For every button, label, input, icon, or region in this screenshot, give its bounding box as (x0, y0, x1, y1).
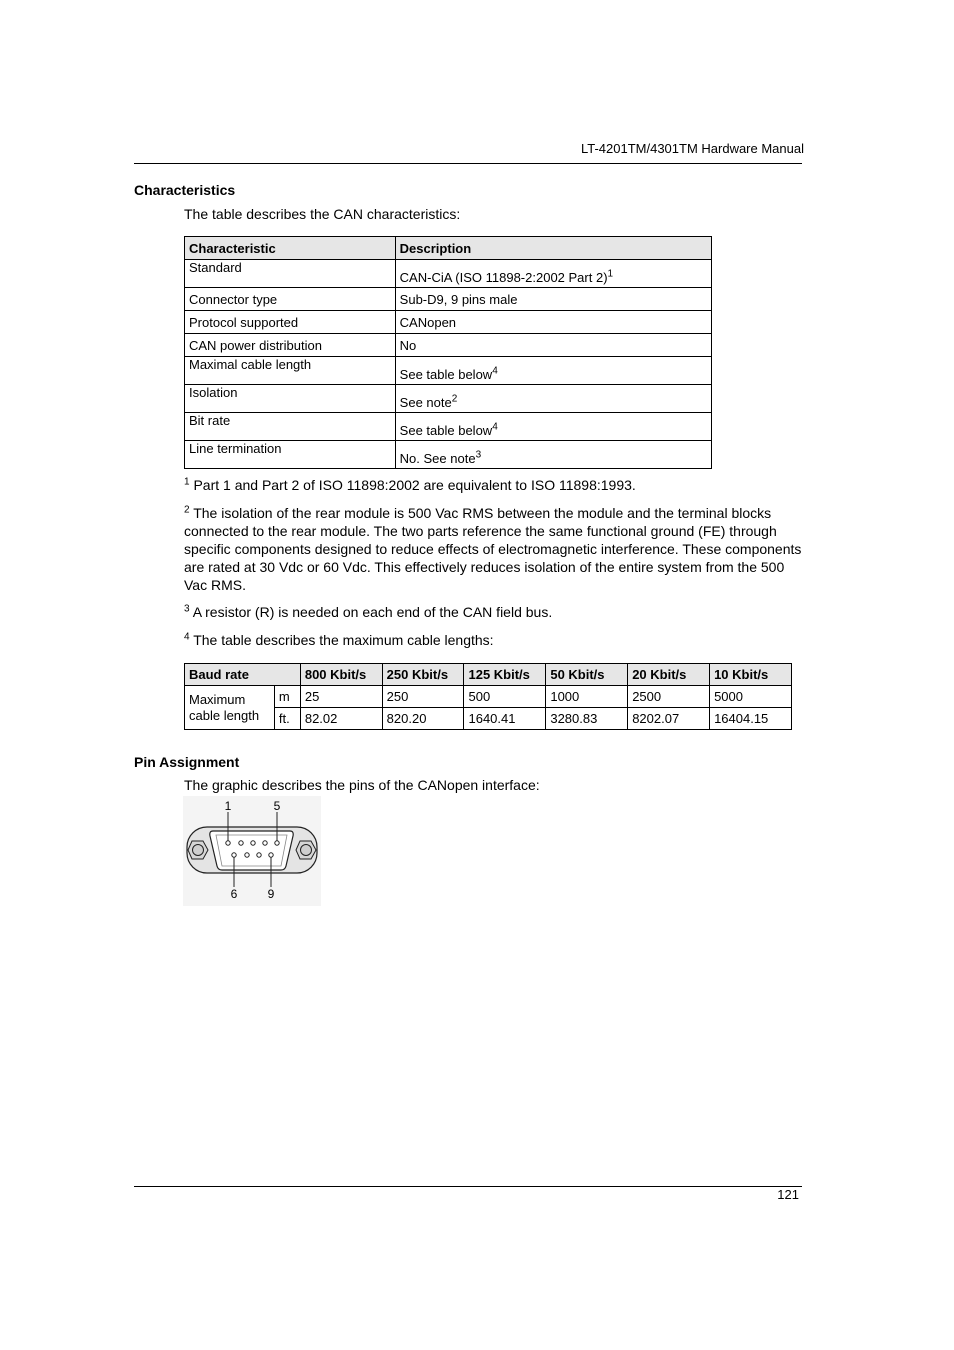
d-shell (210, 831, 293, 870)
running-header: LT-4201TM/4301TM Hardware Manual (580, 141, 804, 156)
connector-graphic (183, 796, 321, 906)
value-cell: 2500 (628, 686, 710, 708)
value-cell: 820.20 (382, 708, 464, 730)
description-cell: No (395, 334, 711, 357)
characteristic-cell: CAN power distribution (185, 334, 396, 357)
column-header: 250 Kbit/s (382, 664, 464, 686)
table-row (185, 708, 792, 730)
column-header: Characteristic (185, 237, 396, 260)
characteristic-cell: Standard (185, 260, 396, 288)
value-cell: 25 (300, 686, 382, 708)
column-header: Baud rate (185, 664, 301, 686)
footer-rule (134, 1186, 802, 1187)
table-row (185, 311, 712, 334)
table-row (185, 385, 712, 413)
pin-6 (232, 853, 236, 857)
footnote-1: $^1$ Part 1 and Part 2 of ISO 11898:2002 are equivalent to ISO 11898:1993. (184, 476, 636, 493)
value-cell: 250 (382, 686, 464, 708)
page-number: 121 (777, 1187, 799, 1202)
characteristic-cell: Line termination (185, 441, 396, 469)
characteristic-cell: Connector type (185, 288, 396, 311)
column-header: 125 Kbit/s (464, 664, 546, 686)
value-cell: 1640.41 (464, 708, 546, 730)
header-rule (134, 163, 802, 164)
value-cell: 5000 (710, 686, 792, 708)
table-row (185, 686, 792, 708)
column-header: Description (395, 237, 711, 260)
pin-7 (245, 853, 249, 857)
pin-4 (263, 841, 267, 845)
table-row (185, 260, 712, 288)
description-cell: See note$^2$ (395, 385, 711, 413)
footnote-2: $^2$ The isolation of the rear module is 500 Vac RMS between the module and the terminal blocks connected to the rear module. The two parts reference the same functional ground (FE) through specific components designed to reduce effects of electromagnetic interference. These components are rated at 30 Vdc or 60 Vdc. This effectively reduces isolation of the entire system from the 500 Vac RMS. (184, 504, 802, 593)
characteristic-cell: Maximal cable length (185, 357, 396, 385)
section-heading-pin-assignment: Pin Assignment (134, 754, 240, 770)
sub-d9-connector-diagram (183, 796, 321, 906)
pin-label-top-left: 1 (224, 799, 232, 813)
row-label: Maximum cable length (185, 686, 275, 730)
value-cell: 500 (464, 686, 546, 708)
column-header: 800 Kbit/s (300, 664, 382, 686)
value-cell: 3280.83 (546, 708, 628, 730)
column-header: 50 Kbit/s (546, 664, 628, 686)
characteristics-table (184, 236, 712, 469)
pin-5 (275, 841, 279, 845)
description-cell: CAN-CiA (ISO 11898-2:2002 Part 2)$^1$ (395, 260, 711, 288)
pin-assignment-intro: The graphic describes the pins of the CANopen interface: (184, 777, 540, 793)
value-cell: 8202.07 (628, 708, 710, 730)
pin-label-bottom-right: 9 (267, 887, 275, 901)
pin-8 (257, 853, 261, 857)
footnote-4: $^4$ The table describes the maximum cable lengths: (184, 631, 494, 648)
column-header: 10 Kbit/s (710, 664, 792, 686)
pin-label-top-right: 5 (273, 799, 281, 813)
pin-3 (251, 841, 255, 845)
value-cell: 16404.15 (710, 708, 792, 730)
characteristics-intro: The table describes the CAN characteristics: (184, 206, 461, 222)
characteristic-cell: Protocol supported (185, 311, 396, 334)
table-row (185, 288, 712, 311)
pin-2 (239, 841, 243, 845)
value-cell: 82.02 (300, 708, 382, 730)
description-cell: See table below$^4$ (395, 357, 711, 385)
table-row (185, 441, 712, 469)
table-row (185, 334, 712, 357)
description-cell: CANopen (395, 311, 711, 334)
pin-1 (226, 841, 230, 845)
column-header: 20 Kbit/s (628, 664, 710, 686)
unit-cell: m (274, 686, 300, 708)
table-row (185, 357, 712, 385)
unit-cell: ft. (274, 708, 300, 730)
characteristic-cell: Isolation (185, 385, 396, 413)
cable-length-table (184, 663, 792, 730)
section-heading-characteristics: Characteristics (134, 182, 236, 198)
table-row (185, 413, 712, 441)
pin-9 (269, 853, 273, 857)
description-cell: No. See note$^3$ (395, 441, 711, 469)
footnote-3: $^3$ A resistor (R) is needed on each end of the CAN field bus. (184, 603, 553, 620)
pin-label-bottom-left: 6 (230, 887, 238, 901)
description-cell: See table below$^4$ (395, 413, 711, 441)
characteristic-cell: Bit rate (185, 413, 396, 441)
value-cell: 1000 (546, 686, 628, 708)
description-cell: Sub-D9, 9 pins male (395, 288, 711, 311)
